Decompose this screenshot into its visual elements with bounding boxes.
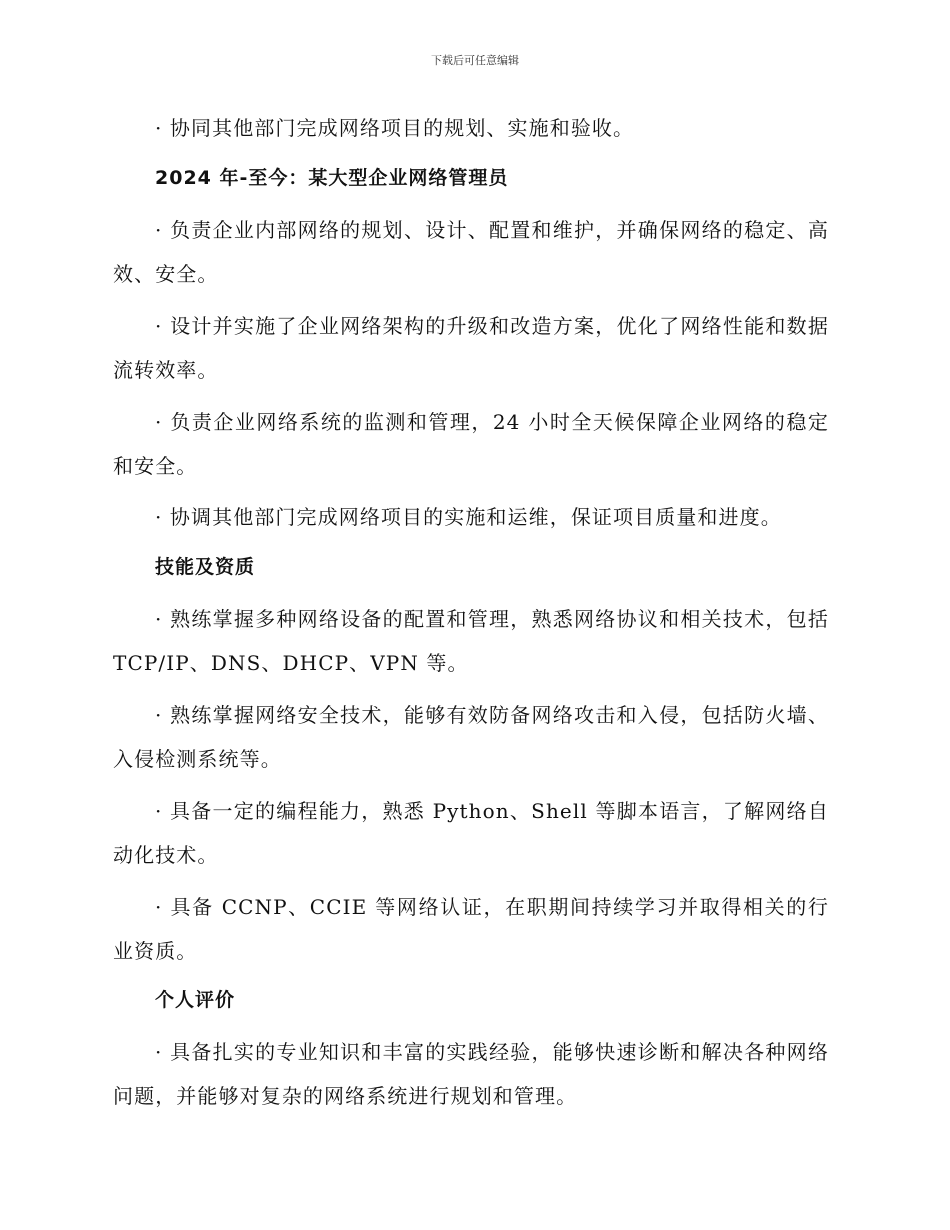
bullet-paragraph: · 协同其他部门完成网络项目的规划、实施和验收。: [155, 116, 635, 140]
page-header: 下载后可任意编辑: [431, 54, 519, 67]
bullet-paragraph: · 熟练掌握网络安全技术，能够有效防备网络攻击和入侵，包括防火墙、入侵检测系统等。: [113, 703, 829, 771]
bullet-paragraph: · 负责企业内部网络的规划、设计、配置和维护，并确保网络的稳定、高效、安全。: [113, 218, 829, 286]
section-heading-job: 2024 年-至今：某大型企业网络管理员: [155, 167, 509, 189]
bullet-paragraph: · 设计并实施了企业网络架构的升级和改造方案，优化了网络性能和数据流转效率。: [113, 314, 829, 382]
bullet-paragraph: · 具备 CCNP、CCIE 等网络认证，在职期间持续学习并取得相关的行业资质。: [113, 895, 829, 963]
bullet-paragraph: · 具备扎实的专业知识和丰富的实践经验，能够快速诊断和解决各种网络问题，并能够对复杂的网络系统进行规划和管理。: [113, 1040, 829, 1108]
section-heading-skills: 技能及资质: [155, 556, 256, 578]
bullet-paragraph: · 熟练掌握多种网络设备的配置和管理，熟悉网络协议和相关技术，包括 TCP/IP、DNS、DHCP、VPN 等。: [113, 607, 829, 675]
document-body: [113, 108, 829, 1127]
bullet-paragraph: · 具备一定的编程能力，熟悉 Python、Shell 等脚本语言，了解网络自动化技术。: [113, 799, 829, 867]
section-heading-evaluation: 个人评价: [155, 989, 236, 1011]
bullet-paragraph: · 负责企业网络系统的监测和管理，24 小时全天候保障企业网络的稳定和安全。: [113, 410, 829, 478]
bullet-paragraph: · 协调其他部门完成网络项目的实施和运维，保证项目质量和进度。: [155, 505, 782, 529]
